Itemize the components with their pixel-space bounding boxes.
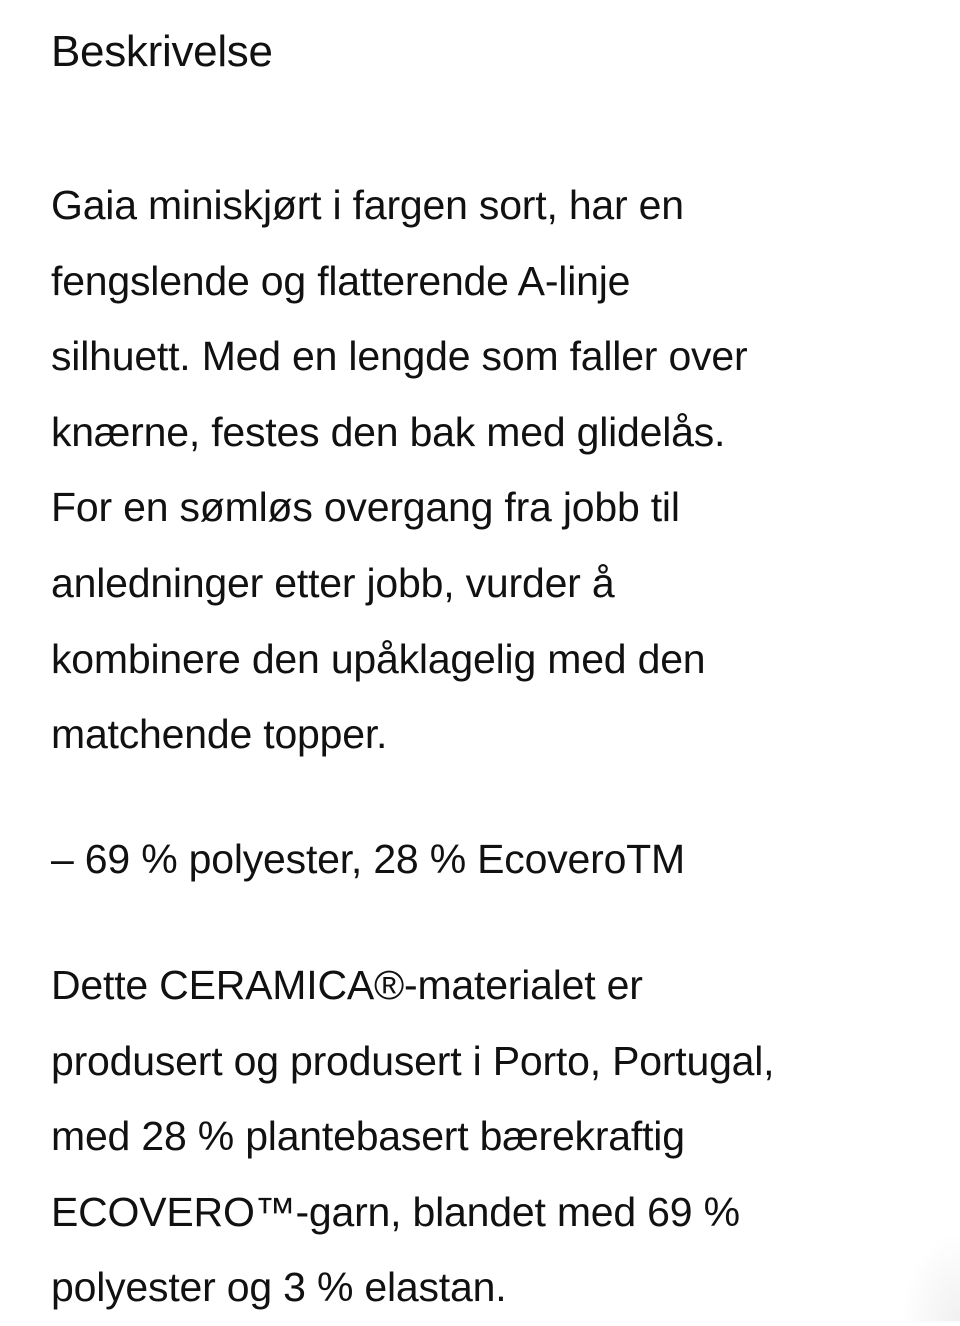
material-line: produsert og produsert i Porto, Portugal, [51, 1037, 775, 1084]
description-line: anledninger etter jobb, vurder å [51, 559, 615, 606]
composition-line: – 69 % polyester, 28 % EcoveroTM [51, 836, 685, 882]
section-title: Beskrivelse [51, 27, 273, 76]
description-line: For en sømløs overgang fra jobb til [51, 484, 680, 531]
description-line: fengslende og flatterende A-linje [51, 257, 631, 304]
material-line: Dette CERAMICA®-materialet er [51, 962, 643, 1008]
material-paragraph [51, 948, 931, 1326]
corner-shadow [900, 1231, 960, 1321]
description-line: silhuett. Med en lengde som faller over [51, 333, 748, 380]
description-line: kombinere den upåklagelig med den [51, 635, 706, 682]
composition-paragraph [51, 822, 931, 898]
description-line: Gaia miniskjørt i fargen sort, har en [51, 182, 684, 228]
description-paragraph [51, 168, 931, 773]
material-line: ECOVERO™-garn, blandet med 69 % [51, 1188, 740, 1235]
material-line: med 28 % plantebasert bærekraftig [51, 1113, 685, 1160]
material-line: polyester og 3 % elastan. [51, 1264, 507, 1311]
description-line: knærne, festes den bak med glidelås. [51, 408, 726, 455]
description-line: matchende topper. [51, 711, 388, 758]
